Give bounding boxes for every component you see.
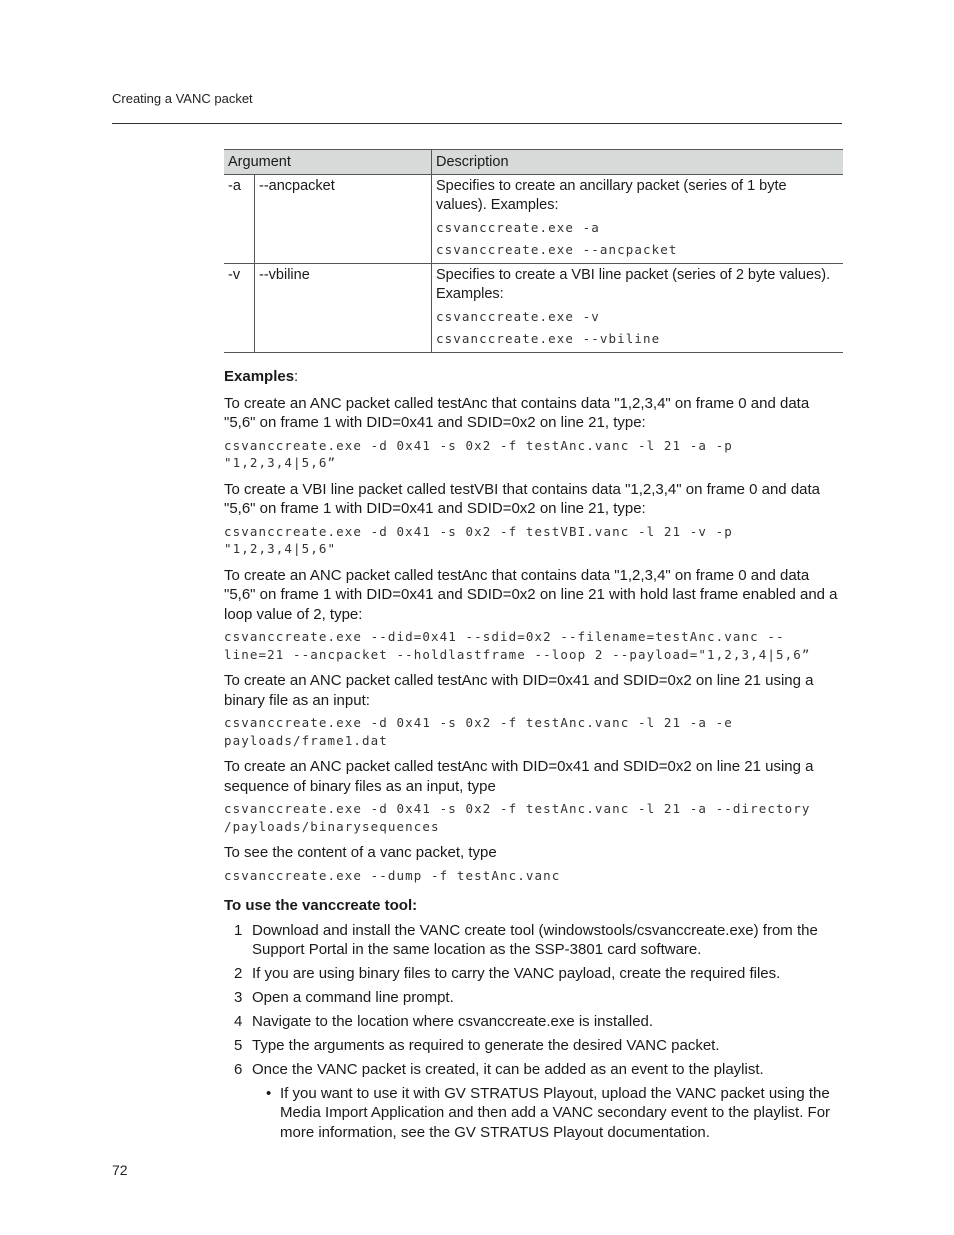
arg-example-code: csvanccreate.exe --ancpacket <box>436 242 678 257</box>
arguments-table <box>224 149 843 353</box>
page-content <box>224 149 844 1147</box>
bullet-icon: • <box>266 1084 272 1102</box>
step-text: Download and install the VANC create tool (windowstools/csvanccreate.exe) from the Support Portal in the same location as the SSP-3801 card software. <box>252 921 818 958</box>
examples-label-colon: : <box>294 368 299 385</box>
example-command: csvanccreate.exe -d 0x41 -s 0x2 -f testAnc.vanc -l 21 -a -p "1,2,3,4|5,6” <box>224 437 742 470</box>
running-head-title: Creating a VANC packet <box>112 91 253 106</box>
step-text: Open a command line prompt. <box>252 989 454 1006</box>
step-text: Type the arguments as required to generate the desired VANC packet. <box>252 1037 720 1054</box>
examples-label: Examples <box>224 368 295 385</box>
procedure-steps <box>224 921 844 1143</box>
arg-example-code: csvanccreate.exe -v <box>436 309 600 324</box>
page-number: 72 <box>112 1162 128 1178</box>
table-row <box>224 175 843 264</box>
arg-short-flag: -v <box>224 264 255 353</box>
step-number: 5 <box>234 1037 243 1054</box>
procedure-step <box>224 964 844 984</box>
example-description: To create an ANC packet called testAnc with DID=0x41 and SDID=0x2 on line 21 using a sequence of binary files as an input, type <box>224 758 814 795</box>
examples-heading <box>224 367 844 387</box>
example-command: csvanccreate.exe --did=0x41 --sdid=0x2 --filename=testAnc.vanc --line=21 --ancpacket --holdlastframe --loop 2 --payload="1,2,3,4|5,6” <box>224 629 811 662</box>
example-description: To create an ANC packet called testAnc with DID=0x41 and SDID=0x2 on line 21 using a binary file as an input: <box>224 672 814 709</box>
procedure-step <box>224 921 844 960</box>
step-number: 2 <box>234 965 243 982</box>
example-command: csvanccreate.exe -d 0x41 -s 0x2 -f testVBI.vanc -l 21 -v -p "1,2,3,4|5,6" <box>224 523 742 556</box>
step-number: 6 <box>234 1061 243 1078</box>
step-text: If you are using binary files to carry the VANC payload, create the required files. <box>252 965 781 982</box>
step-number: 1 <box>234 921 243 939</box>
procedure-title: To use the vanccreate tool: <box>224 897 418 914</box>
arg-long-flag: --ancpacket <box>255 175 432 264</box>
example-description: To create an ANC packet called testAnc that contains data "1,2,3,4" on frame 0 and data "5,6" on frame 1 with DID=0x41 and SDID=0x2 on line 21, type: <box>224 394 810 431</box>
table-header-row <box>224 150 843 175</box>
table-row <box>224 264 843 353</box>
example-command: csvanccreate.exe -d 0x41 -s 0x2 -f testAnc.vanc -l 21 -a --directory /payloads/binarysequences <box>224 801 820 834</box>
step-sub-list <box>252 1084 844 1143</box>
example-command: csvanccreate.exe --dump -f testAnc.vanc <box>224 867 561 883</box>
step-number: 4 <box>234 1013 243 1030</box>
arg-description: Specifies to create a VBI line packet (series of 2 byte values). Examples: <box>436 267 831 302</box>
example-description: To create a VBI line packet called testVBI that contains data "1,2,3,4" on frame 0 and data "5,6" on frame 1 with DID=0x41 and SDID=0x2 on line 21, type: <box>224 480 821 517</box>
header-divider <box>112 123 842 124</box>
arg-description-cell <box>432 175 844 264</box>
step-number: 3 <box>234 989 243 1006</box>
procedure-step <box>224 1036 844 1056</box>
table-header-description: Description <box>432 150 844 175</box>
procedure-step <box>224 1012 844 1032</box>
arg-example-code: csvanccreate.exe -a <box>436 220 600 235</box>
step-text: Navigate to the location where csvanccreate.exe is installed. <box>252 1013 654 1030</box>
arg-description: Specifies to create an ancillary packet (series of 1 byte values). Examples: <box>436 178 787 213</box>
table-header-argument: Argument <box>224 150 432 175</box>
example-command: csvanccreate.exe -d 0x41 -s 0x2 -f testAnc.vanc -l 21 -a -e payloads/frame1.dat <box>224 715 742 748</box>
sub-bullet-text: If you want to use it with GV STRATUS Playout, upload the VANC packet using the Media Import Application and then add a VANC secondary event to the playlist. For more information, see the GV STRATUS Playout documentation. <box>280 1084 831 1141</box>
arg-example-code: csvanccreate.exe --vbiline <box>436 331 661 346</box>
step-text: Once the VANC packet is created, it can be added as an event to the playlist. <box>252 1061 764 1078</box>
example-description: To see the content of a vanc packet, type <box>224 844 497 861</box>
arg-short-flag: -a <box>224 175 255 264</box>
example-description: To create an ANC packet called testAnc that contains data "1,2,3,4" on frame 0 and data "5,6" on frame 1 with DID=0x41 and SDID=0x2 on line 21 with hold last frame enabled and a loop value of 2, type: <box>224 566 838 623</box>
procedure-step <box>224 988 844 1008</box>
arg-long-flag: --vbiline <box>255 264 432 353</box>
sub-bullet-item <box>252 1084 844 1143</box>
arg-description-cell <box>432 264 844 353</box>
procedure-step <box>224 1060 844 1142</box>
